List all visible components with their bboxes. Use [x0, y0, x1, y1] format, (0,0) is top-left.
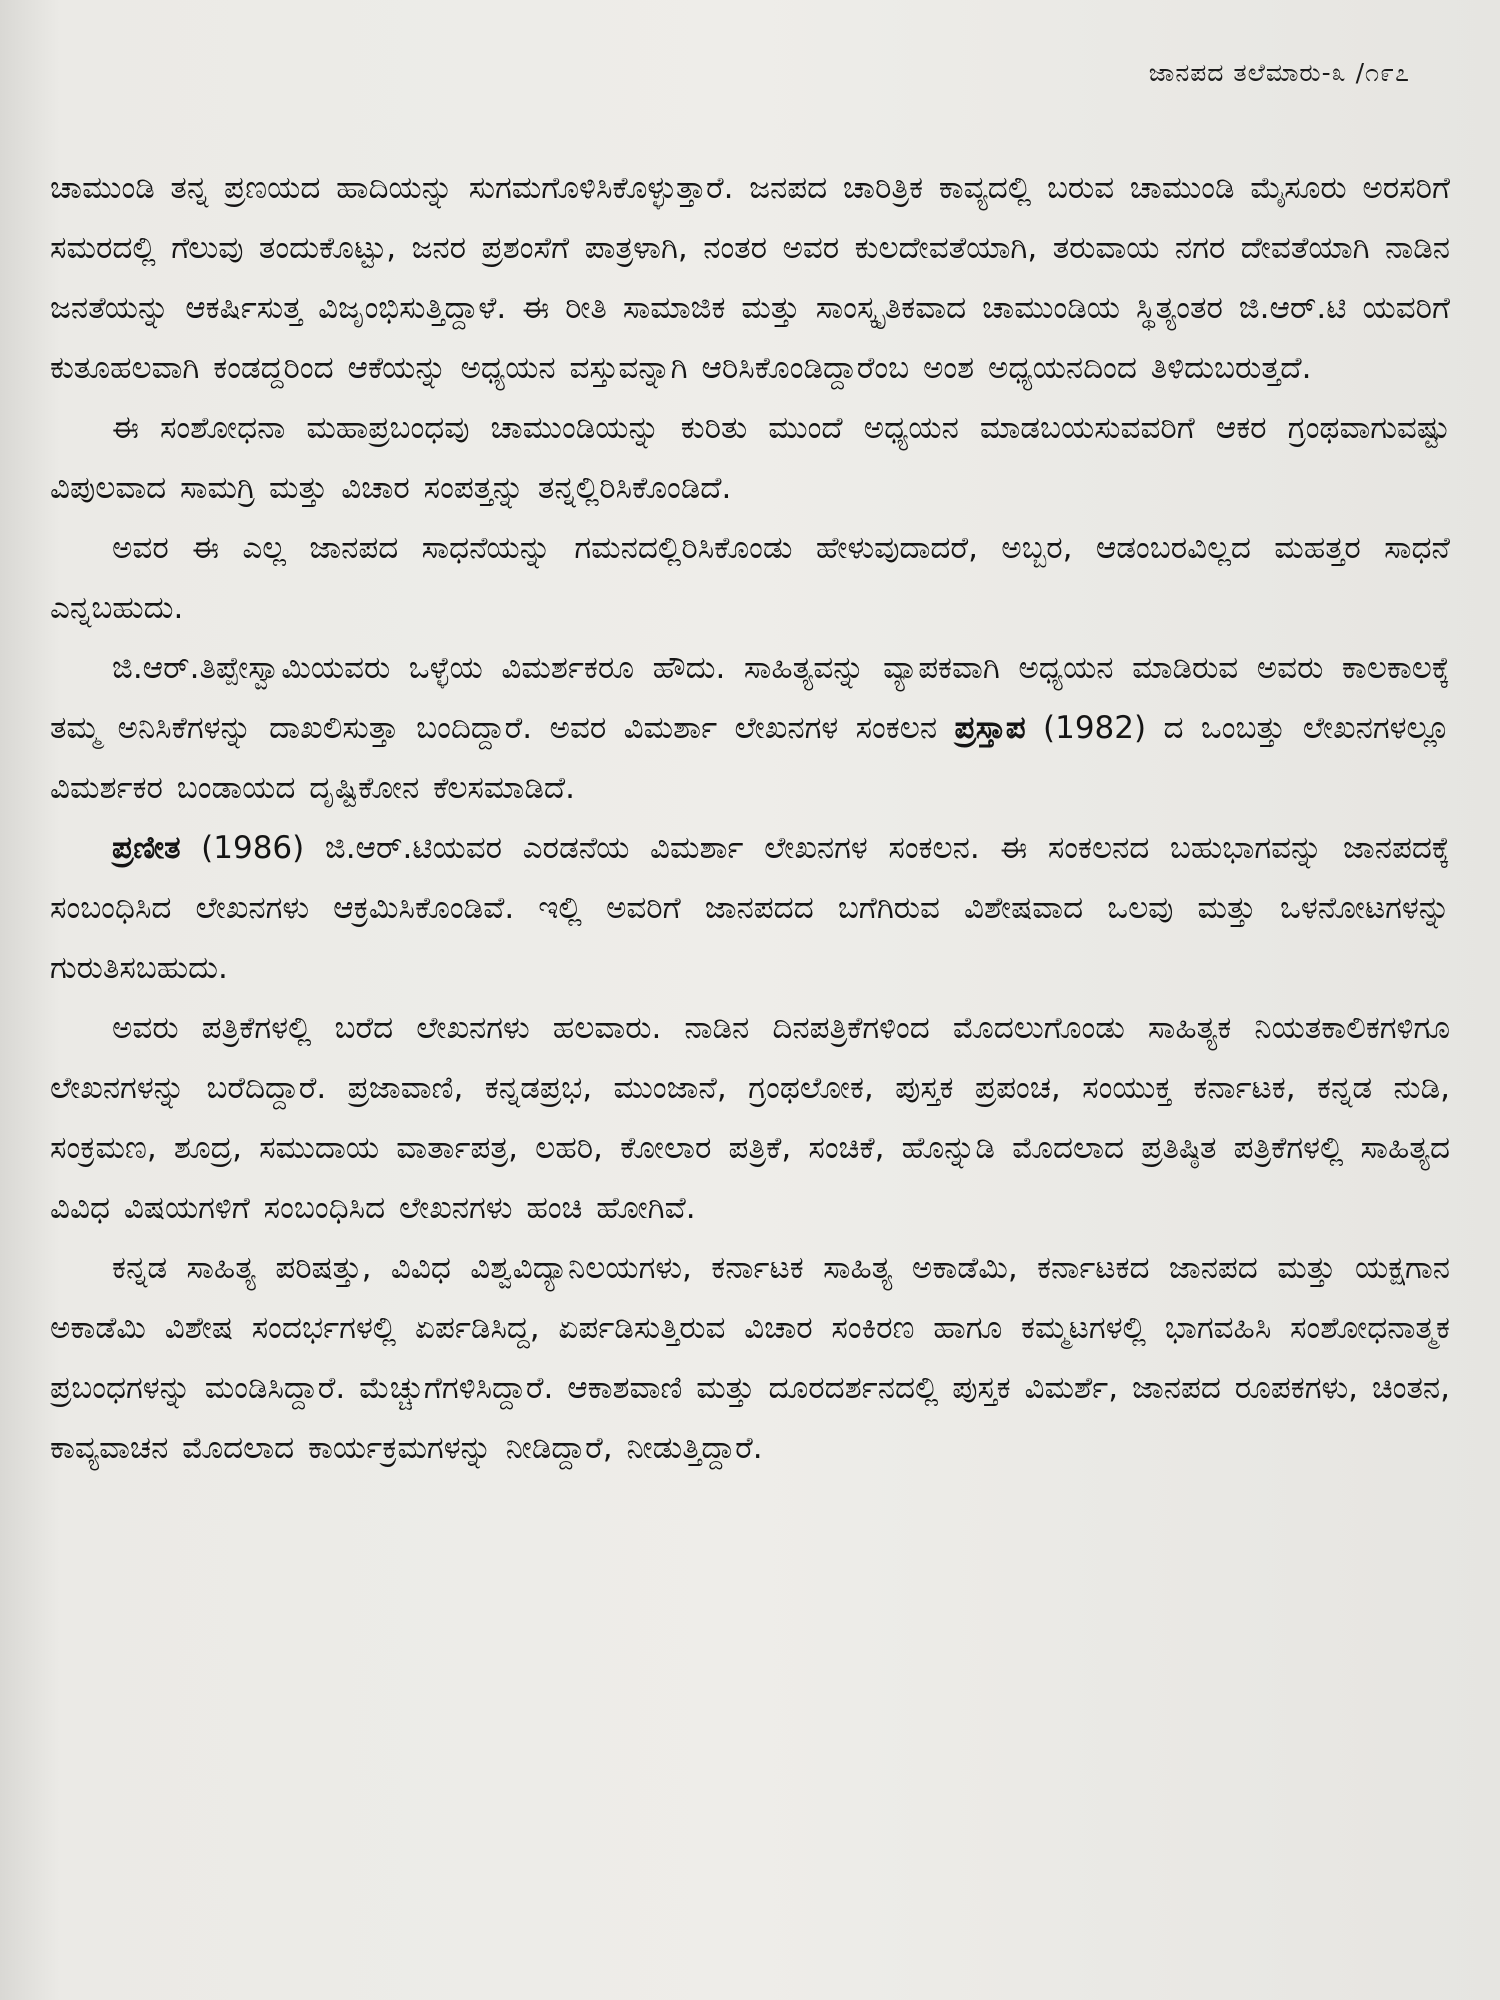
book-title-prastapa: ಪ್ರಸ್ತಾಪ [954, 710, 1026, 746]
body-text [50, 158, 1450, 1478]
book-title-praneeta: ಪ್ರಣೀತ [112, 830, 181, 866]
paragraph-text: ಅವರು ಪತ್ರಿಕೆಗಳಲ್ಲಿ ಬರೆದ ಲೇಖನಗಳು ಹಲವಾರು. ನಾಡಿನ ದಿನಪತ್ರಿಕೆಗಳಿಂದ ಮೊದಲುಗೊಂಡು ಸಾಹಿತ್ಯಕ ನಿಯತಕಾಲಿಕಗಳಿಗೂ ಲೇಖನಗಳನ್ನು ಬರೆದಿದ್ದಾರೆ. ಪ್ರಜಾವಾಣಿ, ಕನ್ನಡಪ್ರಭ, ಮುಂಜಾನೆ, ಗ್ರಂಥಲೋಕ, ಪುಸ್ತಕ ಪ್ರಪಂಚ, ಸಂಯುಕ್ತ ಕರ್ನಾಟಕ, ಕನ್ನಡ ನುಡಿ, ಸಂಕ್ರಮಣ, ಶೂದ್ರ, ಸಮುದಾಯ ವಾರ್ತಾಪತ್ರ, ಲಹರಿ, ಕೋಲಾರ ಪತ್ರಿಕೆ, ಸಂಚಿಕೆ, ಹೊನ್ನುಡಿ ಮೊದಲಾದ ಪ್ರತಿಷ್ಠಿತ ಪತ್ರಿಕೆಗಳಲ್ಲಿ ಸಾಹಿತ್ಯದ ವಿವಿಧ ವಿಷಯಗಳಿಗೆ ಸಂಬಂಧಿಸಿದ ಲೇಖನಗಳು ಹಂಚಿ ಹೋಗಿವೆ. [50, 1010, 1450, 1226]
paragraph-text: ಜಿ.ಆರ್.ತಿಪ್ಪೇಸ್ವಾಮಿಯವರು ಒಳ್ಳೆಯ ವಿಮರ್ಶಕರೂ ಹೌದು. ಸಾಹಿತ್ಯವನ್ನು ವ್ಯಾಪಕವಾಗಿ ಅಧ್ಯಯನ ಮಾಡಿರುವ ಅವರು ಕಾಲಕಾಲಕ್ಕೆ ತಮ್ಮ ಅನಿಸಿಕೆಗಳನ್ನು ದಾಖಲಿಸುತ್ತಾ ಬಂದಿದ್ದಾರೆ. ಅವರ ವಿಮರ್ಶಾ ಲೇಖನಗಳ ಸಂಕಲನ [50, 650, 1450, 746]
paragraph-critic [50, 638, 1450, 818]
paragraph-chamundi-status [50, 158, 1450, 398]
paragraph-achievement [50, 518, 1450, 638]
running-header: ಜಾನಪದ ತಲೆಮಾರು-೩ /೧೯೭ [1148, 58, 1410, 87]
paragraph-text: ಚಾಮುಂಡಿ ತನ್ನ ಪ್ರಣಯದ ಹಾದಿಯನ್ನು ಸುಗಮಗೊಳಿಸಿಕೊಳ್ಳುತ್ತಾರೆ. ಜನಪದ ಚಾರಿತ್ರಿಕ ಕಾವ್ಯದಲ್ಲಿ ಬರುವ ಚಾಮುಂಡಿ ಮೈಸೂರು ಅರಸರಿಗೆ ಸಮರದಲ್ಲಿ ಗೆಲುವು ತಂದುಕೊಟ್ಟು, ಜನರ ಪ್ರಶಂಸೆಗೆ ಪಾತ್ರಳಾಗಿ, ನಂತರ ಅವರ ಕುಲದೇವತೆಯಾಗಿ, ತರುವಾಯ ನಗರ ದೇವತೆಯಾಗಿ ನಾಡಿನ ಜನತೆಯನ್ನು ಆಕರ್ಷಿಸುತ್ತ ವಿಜೃಂಭಿಸುತ್ತಿದ್ದಾಳೆ. ಈ ರೀತಿ ಸಾಮಾಜಿಕ ಮತ್ತು ಸಾಂಸ್ಕೃತಿಕವಾದ ಚಾಮುಂಡಿಯ ಸ್ಥಿತ್ಯಂತರ ಜಿ.ಆರ್.ಟಿ ಯವರಿಗೆ ಕುತೂಹಲವಾಗಿ ಕಂಡದ್ದರಿಂದ ಆಕೆಯನ್ನು ಅಧ್ಯಯನ ವಸ್ತುವನ್ನಾಗಿ ಆರಿಸಿಕೊಂಡಿದ್ದಾರೆಂಬ ಅಂಶ ಅಧ್ಯಯನದಿಂದ ತಿಳಿದುಬರುತ್ತದೆ. [50, 170, 1450, 386]
paragraph-text: (1986) ಜಿ.ಆರ್.ಟಿಯವರ ಎರಡನೆಯ ವಿಮರ್ಶಾ ಲೇಖನಗಳ ಸಂಕಲನ. ಈ ಸಂಕಲನದ ಬಹುಭಾಗವನ್ನು ಜಾನಪದಕ್ಕೆ ಸಂಬಂಧಿಸಿದ ಲೇಖನಗಳು ಆಕ್ರಮಿಸಿಕೊಂಡಿವೆ. ಇಲ್ಲಿ ಅವರಿಗೆ ಜಾನಪದದ ಬಗೆಗಿರುವ ವಿಶೇಷವಾದ ಒಲವು ಮತ್ತು ಒಳನೋಟಗಳನ್ನು ಗುರುತಿಸಬಹುದು. [50, 830, 1450, 986]
paragraph-text: ಈ ಸಂಶೋಧನಾ ಮಹಾಪ್ರಬಂಧವು ಚಾಮುಂಡಿಯನ್ನು ಕುರಿತು ಮುಂದೆ ಅಧ್ಯಯನ ಮಾಡಬಯಸುವವರಿಗೆ ಆಕರ ಗ್ರಂಥವಾಗುವಷ್ಟು ವಿಪುಲವಾದ ಸಾಮಗ್ರಿ ಮತ್ತು ವಿಚಾರ ಸಂಪತ್ತನ್ನು ತನ್ನಲ್ಲಿರಿಸಿಕೊಂಡಿದೆ. [50, 410, 1450, 506]
paragraph-text: (1982) ದ ಒಂಬತ್ತು ಲೇಖನಗಳಲ್ಲೂ ವಿಮರ್ಶಕರ ಬಂಡಾಯದ ದೃಷ್ಟಿಕೋನ ಕೆಲಸಮಾಡಿದೆ. [50, 710, 1451, 806]
paragraph-institutions [50, 1238, 1450, 1478]
paragraph-text: ಕನ್ನಡ ಸಾಹಿತ್ಯ ಪರಿಷತ್ತು, ವಿವಿಧ ವಿಶ್ವವಿದ್ಯಾನಿಲಯಗಳು, ಕರ್ನಾಟಕ ಸಾಹಿತ್ಯ ಅಕಾಡೆಮಿ, ಕರ್ನಾಟಕದ ಜಾನಪದ ಮತ್ತು ಯಕ್ಷಗಾನ ಅಕಾಡೆಮಿ ವಿಶೇಷ ಸಂದರ್ಭಗಳಲ್ಲಿ ಏರ್ಪಡಿಸಿದ್ದ, ಏರ್ಪಡಿಸುತ್ತಿರುವ ವಿಚಾರ ಸಂಕಿರಣ ಹಾಗೂ ಕಮ್ಮಟಗಳಲ್ಲಿ ಭಾಗವಹಿಸಿ ಸಂಶೋಧನಾತ್ಮಕ ಪ್ರಬಂಧಗಳನ್ನು ಮಂಡಿಸಿದ್ದಾರೆ. ಮೆಚ್ಚುಗೆಗಳಿಸಿದ್ದಾರೆ. ಆಕಾಶವಾಣಿ ಮತ್ತು ದೂರದರ್ಶನದಲ್ಲಿ ಪುಸ್ತಕ ವಿಮರ್ಶೆ, ಜಾನಪದ ರೂಪಕಗಳು, ಚಿಂತನ, ಕಾವ್ಯವಾಚನ ಮೊದಲಾದ ಕಾರ್ಯಕ್ರಮಗಳನ್ನು ನೀಡಿದ್ದಾರೆ, ನೀಡುತ್ತಿದ್ದಾರೆ. [50, 1250, 1450, 1466]
paragraph-newspapers [50, 998, 1450, 1238]
paragraph-thesis [50, 398, 1450, 518]
paragraph-praneeta [50, 818, 1450, 998]
paragraph-text: ಅವರ ಈ ಎಲ್ಲ ಜಾನಪದ ಸಾಧನೆಯನ್ನು ಗಮನದಲ್ಲಿರಿಸಿಕೊಂಡು ಹೇಳುವುದಾದರೆ, ಅಬ್ಬರ, ಆಡಂಬರವಿಲ್ಲದ ಮಹತ್ತರ ಸಾಧನೆ ಎನ್ನಬಹುದು. [50, 530, 1450, 626]
